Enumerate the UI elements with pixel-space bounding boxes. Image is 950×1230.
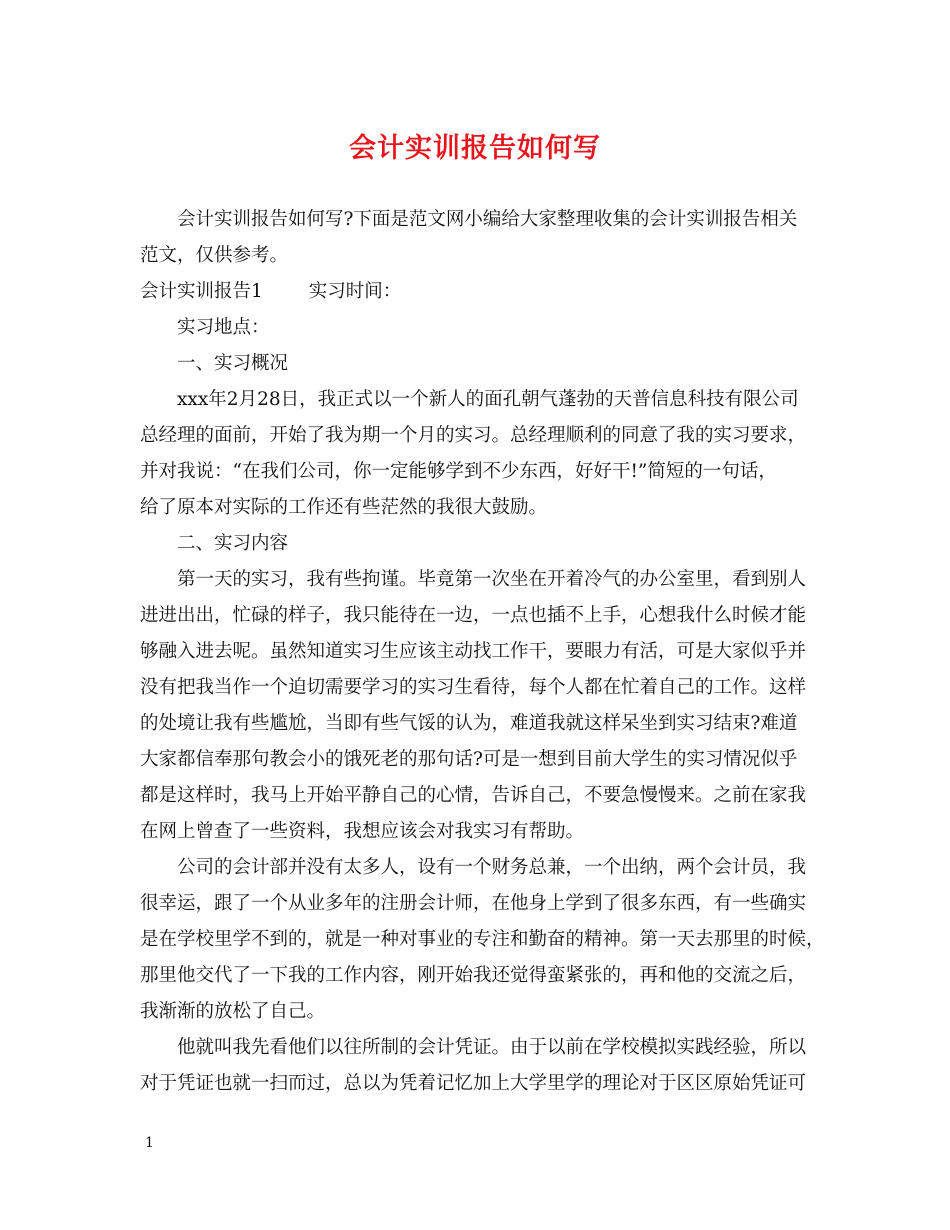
body-line: 对于凭证也就一扫而过，总以为凭着记忆加上大学里学的理论对于区区原始凭证可	[140, 1073, 807, 1094]
body-line: 那里他交代了一下我的工作内容，刚开始我还觉得蛮紧张的，再和他的交流之后，	[140, 965, 807, 986]
body-line: 第一天的实习，我有些拘谨。毕竟第一次坐在开着冷气的办公室里，看到别人	[177, 569, 807, 590]
body-line: 是在学校里学不到的，就是一种对事业的专注和勤奋的精神。第一天去那里的时候，	[140, 929, 825, 950]
body-line: 会计实训报告如何写?下面是范文网小编给大家整理收集的会计实训报告相关	[177, 209, 798, 230]
body-line: 没有把我当作一个迫切需要学习的实习生看待，每个人都在忙着自己的工作。这样	[140, 677, 807, 698]
page-number: 1	[145, 1135, 154, 1151]
body-line: 他就叫我先看他们以往所制的会计凭证。由于以前在学校模拟实践经验，所以	[177, 1037, 807, 1058]
body-line: 大家都信奉那句教会小的饿死老的那句话?可是一想到目前大学生的实习情况似乎	[140, 749, 798, 770]
body-line: 够融入进去呢。虽然知道实习生应该主动找工作干，要眼力有活，可是大家似乎并	[140, 641, 807, 662]
report-heading-line	[140, 274, 810, 310]
section-heading: 一、实习概况	[177, 353, 289, 374]
document-title: 会计实训报告如何写	[349, 133, 601, 164]
document-body	[140, 202, 825, 1102]
body-line: 在网上曾查了一些资料，我想应该会对我实习有帮助。	[140, 821, 585, 842]
section-heading: 二、实习内容	[177, 533, 289, 554]
body-line: 进进出出，忙碌的样子，我只能待在一边，一点也插不上手，心想我什么时候才能	[140, 605, 807, 626]
report-heading: 会计实训报告1	[140, 281, 263, 302]
body-line: 总经理的面前，开始了我为期一个月的实习。总经理顺利的同意了我的实习要求，	[140, 425, 807, 446]
body-line: 我渐渐的放松了自己。	[140, 1001, 326, 1022]
body-line: 给了原本对实际的工作还有些茫然的我很大鼓励。	[140, 497, 548, 518]
body-line: 并对我说：“在我们公司，你一定能够学到不少东西，好好干!”简短的一句话，	[140, 461, 777, 482]
body-line: 范文，仅供参考。	[140, 245, 289, 266]
body-line: xxx年2月28日，我正式以一个新人的面孔朝气蓬勃的天普信息科技有限公司	[177, 389, 799, 410]
body-line: 公司的会计部并没有太多人，设有一个财务总兼，一个出纳，两个会计员，我	[177, 857, 807, 878]
body-line: 的处境让我有些尴尬，当即有些气馁的认为，难道我就这样呆坐到实习结束?难道	[140, 713, 798, 734]
body-line: 很幸运，跟了一个从业多年的注册会计师，在他身上学到了很多东西，有一些确实	[140, 893, 807, 914]
internship-time-label: 实习时间：	[308, 281, 402, 302]
body-line: 实习地点：	[177, 317, 270, 338]
body-line: 都是这样时，我马上开始平静自己的心情，告诉自己，不要急慢慢来。之前在家我	[140, 785, 807, 806]
